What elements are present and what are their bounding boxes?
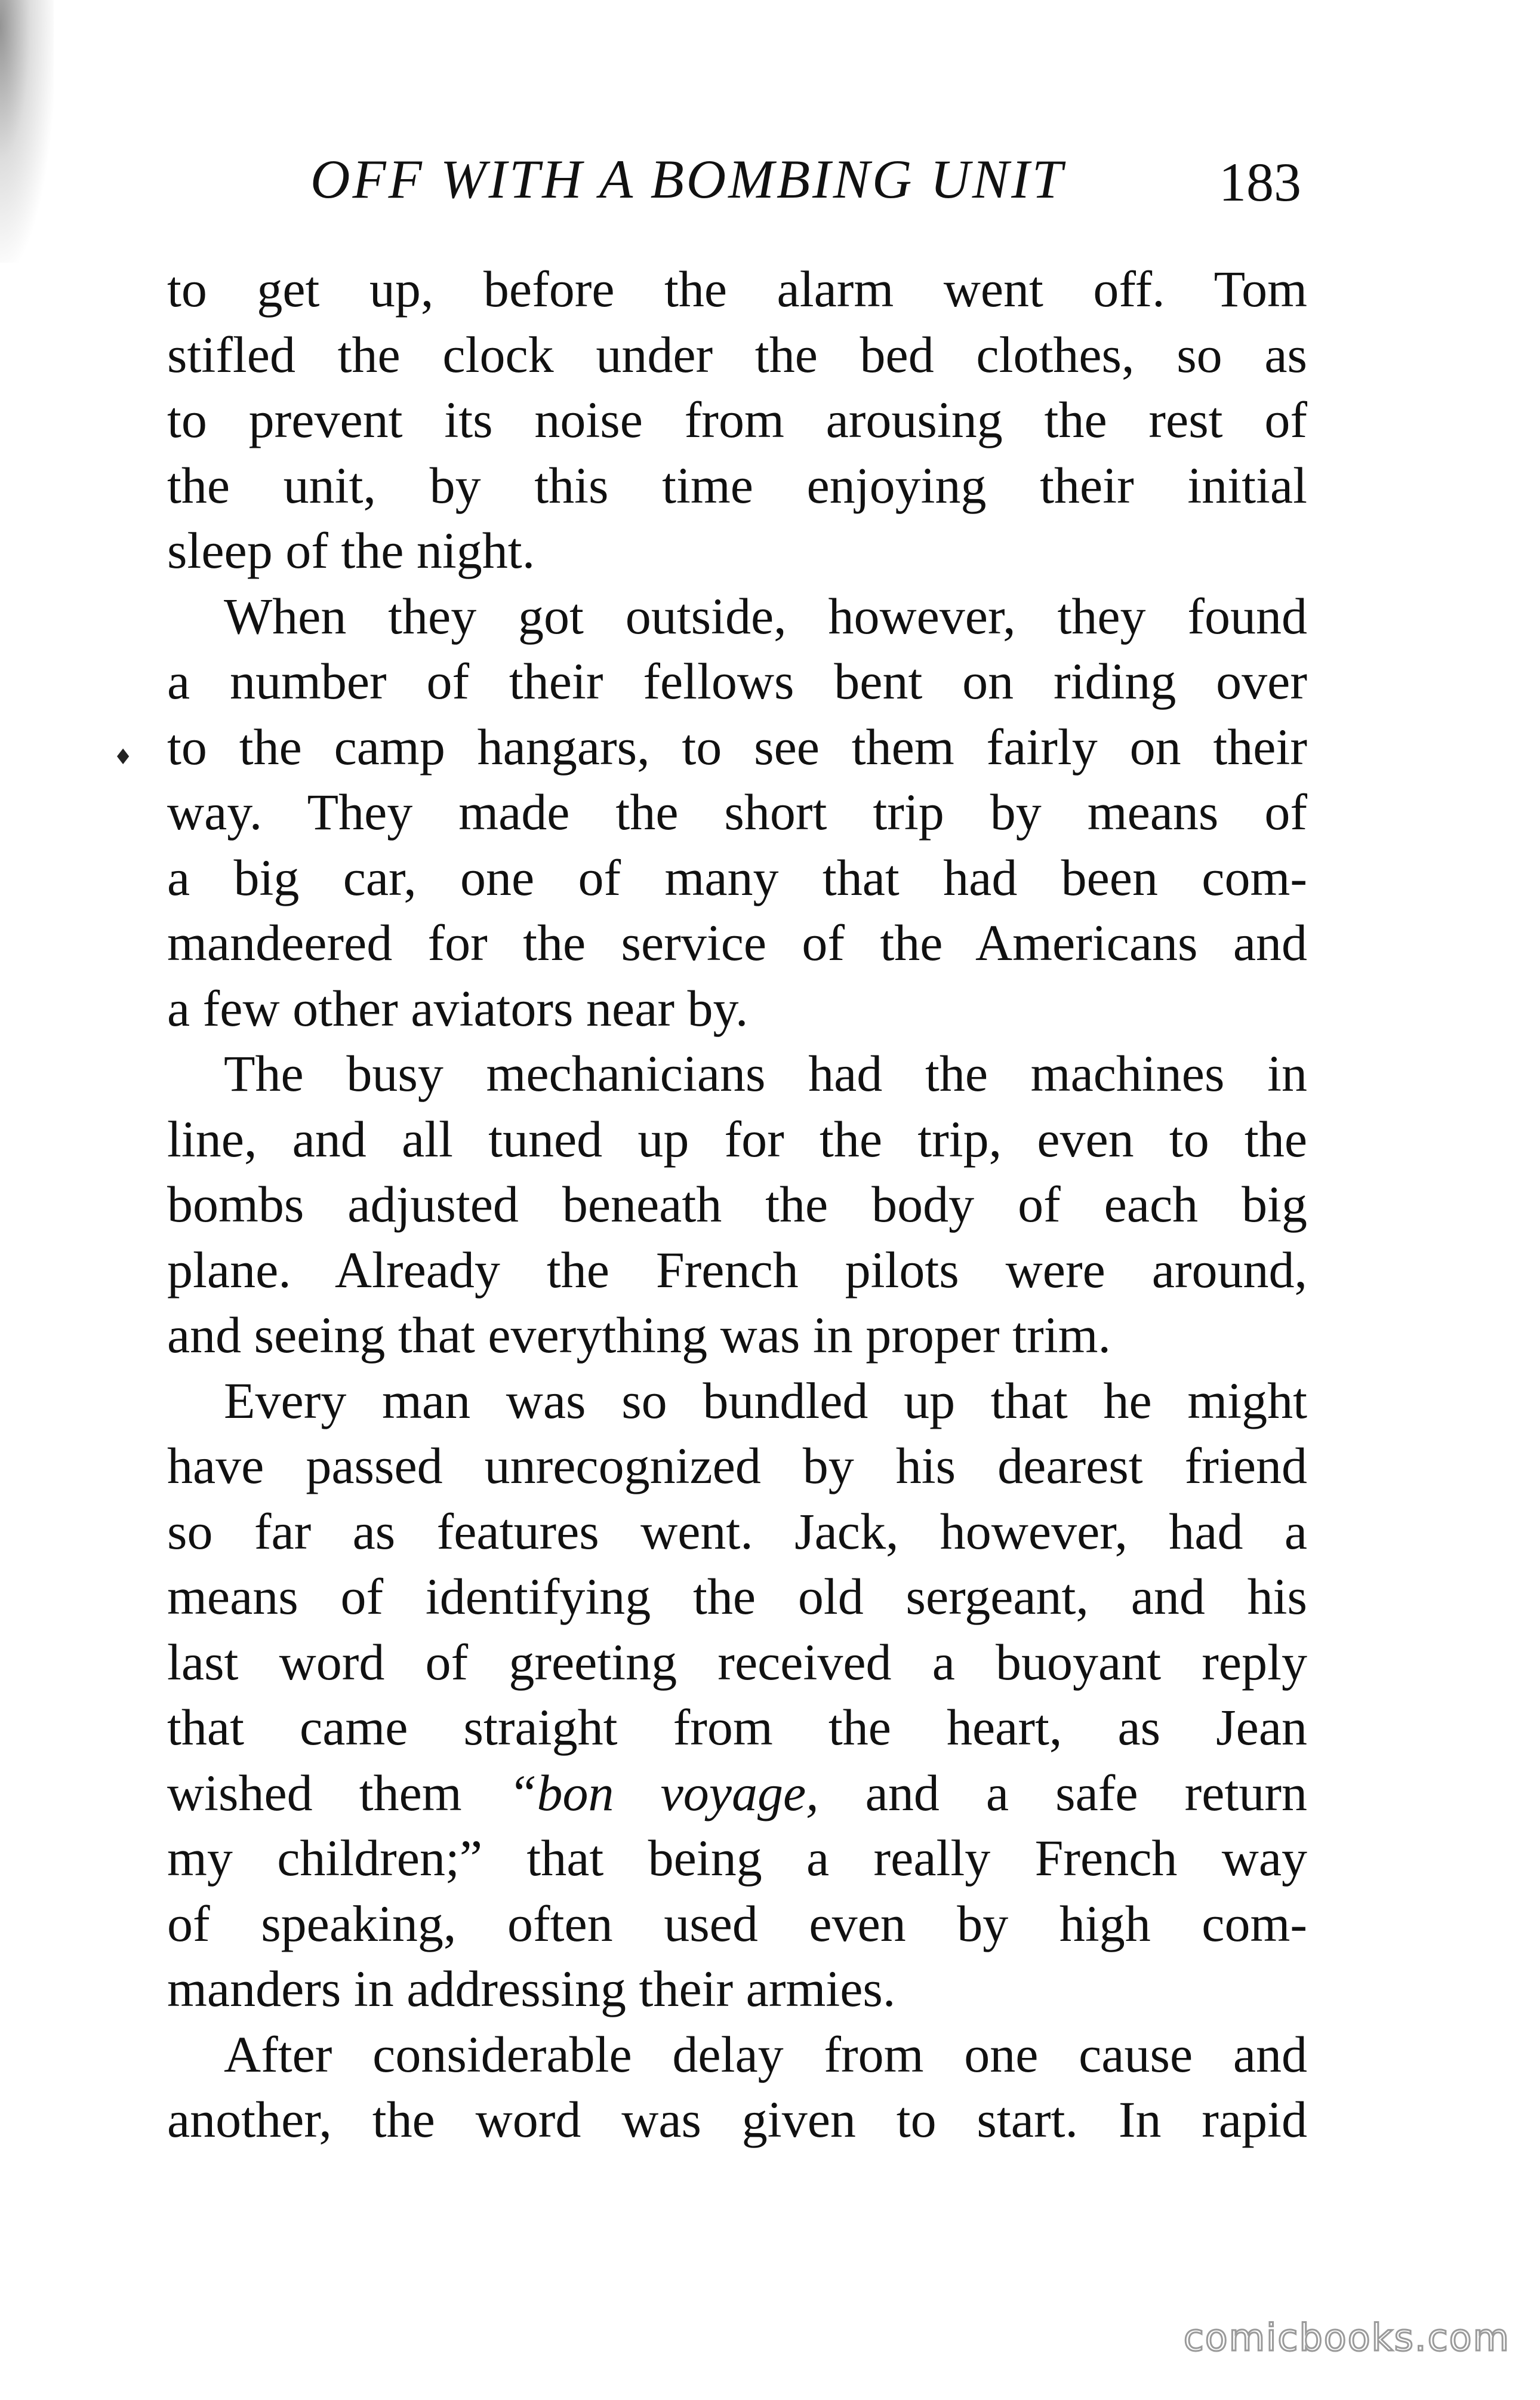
text-line: After considerable delay from one cause and [224,2025,1307,2083]
text-line: a big car, one of many that had been com- [167,848,1307,906]
text-line: to prevent its noise from arousing the rest of [167,391,1307,448]
text-line: the unit, by this time enjoying their initial [167,456,1307,514]
text-line: line, and all tuned up for the trip, even to the [167,1110,1307,1168]
text-line: bombs adjusted beneath the body of each big [167,1176,1307,1233]
text-line: manders in addressing their armies. [167,1960,896,2017]
text-segment: and a safe return [818,1764,1307,1821]
text-line: means of identifying the old sergeant, and his [167,1568,1307,1625]
text-line: that came straight from the heart, as Jean [167,1699,1307,1756]
text-line: Every man was so bundled up that he might [224,1371,1307,1429]
text-line: my children;” that being a really French way [167,1829,1307,1887]
text-line: stifled the clock under the bed clothes, so as [167,325,1307,383]
text-line: so far as features went. Jack, however, had a [167,1502,1307,1560]
text-line: and seeing that everything was in proper trim. [167,1306,1111,1364]
text-line [167,1761,1307,1826]
body-text [167,257,1307,2153]
text-line: The busy mechanicians had the machines in [224,1045,1307,1102]
text-line: a number of their fellows bent on riding over [167,653,1307,710]
scan-edge-shadow [0,0,54,263]
text-line: plane. Already the French pilots were around, [167,1241,1307,1299]
text-line: to get up, before the alarm went off. Tom [167,260,1307,318]
text-line: When they got outside, however, they found [224,587,1307,645]
running-head [310,143,1301,221]
text-line: have passed unrecognized by his dearest friend [167,1437,1307,1494]
text-line: way. They made the short trip by means of [167,783,1307,841]
text-line: mandeered for the service of the Americans and [167,914,1307,971]
text-line: to the camp hangars, to see them fairly on their [167,718,1307,776]
text-line: a few other aviators near by. [167,979,749,1037]
text-segment: wished them [167,1764,509,1821]
text-line: of speaking, often used even by high com- [167,1894,1307,1952]
text-line: another, the word was given to start. In rapid [167,2091,1307,2148]
text-line: sleep of the night. [167,522,535,579]
chapter-title: OFF WITH A BOMBING UNIT [310,149,1065,210]
margin-mark: ♦ [113,745,133,770]
page-number: 183 [1219,152,1301,213]
text-line: last word of greeting received a buoyant reply [167,1633,1307,1691]
italic-phrase: “bon voyage, [508,1764,819,1821]
watermark-text: comicbooks.com [1183,2316,1510,2359]
